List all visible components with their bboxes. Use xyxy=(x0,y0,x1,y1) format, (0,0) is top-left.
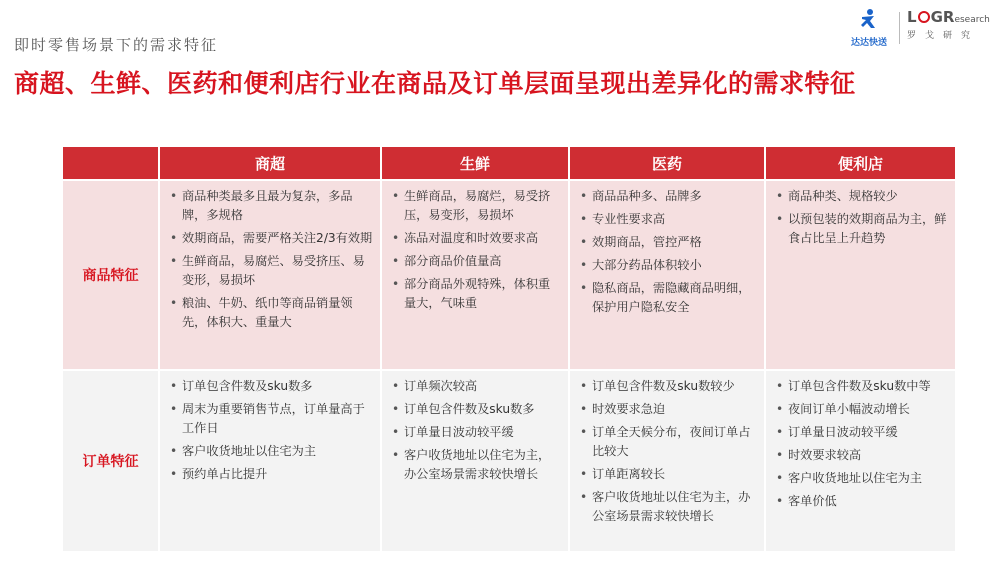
logo-divider xyxy=(899,12,900,44)
list-item: • 订单包含件数及sku数多 xyxy=(166,377,374,396)
comparison-table xyxy=(61,145,957,553)
cell-order-pharmacy xyxy=(570,371,764,551)
cell-order-convenience xyxy=(766,371,955,551)
row-header-product: 商品特征 xyxy=(63,181,158,369)
cell-product-supermarket xyxy=(160,181,380,369)
cell-order-supermarket xyxy=(160,371,380,551)
list-item: • 周末为重要销售节点，订单量高于工作日 xyxy=(166,400,374,438)
dada-runner-icon xyxy=(858,8,880,30)
logr-research-text: esearch xyxy=(954,15,990,25)
list-item: • 客户收货地址以住宅为主 xyxy=(772,469,949,488)
cell-product-pharmacy xyxy=(570,181,764,369)
list-item: • 专业性要求高 xyxy=(576,210,758,229)
list-item: • 效期商品，需要严格关注2/3有效期 xyxy=(166,229,374,248)
list-item: • 客户收货地址以住宅为主，办公室场景需求较快增长 xyxy=(576,488,758,526)
list-item: • 客单价低 xyxy=(772,492,949,511)
list-item: • 以预包装的效期商品为主，鲜食占比呈上升趋势 xyxy=(772,210,949,248)
list-item: • 预约单占比提升 xyxy=(166,465,374,484)
column-header-supermarket: 商超 xyxy=(160,147,380,179)
list-item: • 生鲜商品，易腐烂，易受挤压，易变形，易损坏 xyxy=(388,187,562,225)
logr-chinese-name: 罗戈研究 xyxy=(907,31,980,41)
list-item: • 订单全天候分布，夜间订单占比较大 xyxy=(576,423,758,461)
logr-logo xyxy=(907,8,997,41)
list-item: • 订单包含件数及sku数多 xyxy=(388,400,562,419)
list-item: • 订单频次较高 xyxy=(388,377,562,396)
list-item: • 夜间订单小幅波动增长 xyxy=(772,400,949,419)
dada-logo xyxy=(845,8,893,48)
logr-o-ring-icon xyxy=(918,11,930,23)
list-item: • 商品种类最多且最为复杂，多品牌，多规格 xyxy=(166,187,374,225)
column-header-convenience: 便利店 xyxy=(766,147,955,179)
list-item: • 商品种类、规格较少 xyxy=(772,187,949,206)
page-title: 商超、生鲜、医药和便利店行业在商品及订单层面呈现出差异化的需求特征 xyxy=(14,69,856,98)
column-header-fresh: 生鲜 xyxy=(382,147,568,179)
list-item: • 部分商品外观特殊，体积重量大，气味重 xyxy=(388,275,562,313)
list-item: • 时效要求较高 xyxy=(772,446,949,465)
list-item: • 订单包含件数及sku数较少 xyxy=(576,377,758,396)
list-item: • 隐私商品，需隐藏商品明细，保护用户隐私安全 xyxy=(576,279,758,317)
column-header-pharmacy: 医药 xyxy=(570,147,764,179)
row-header-order: 订单特征 xyxy=(63,371,158,551)
logr-letters-gr: GR xyxy=(930,8,955,26)
table-header-row xyxy=(63,147,955,179)
page-subtitle: 即时零售场景下的需求特征 xyxy=(14,36,219,54)
logr-wordmark xyxy=(907,8,997,26)
table-row-product xyxy=(63,181,955,369)
logo-group xyxy=(845,8,995,48)
list-item: • 粮油、牛奶、纸巾等商品销量领先，体积大、重量大 xyxy=(166,294,374,332)
cell-order-fresh xyxy=(382,371,568,551)
list-item: • 客户收货地址以住宅为主，办公室场景需求较快增长 xyxy=(388,446,562,484)
list-item: • 大部分药品体积较小 xyxy=(576,256,758,275)
list-item: • 生鲜商品，易腐烂、易受挤压、易变形，易损坏 xyxy=(166,252,374,290)
dada-logo-text: 达达快送 xyxy=(850,38,887,48)
list-item: • 效期商品，管控严格 xyxy=(576,233,758,252)
table-row-order xyxy=(63,371,955,551)
list-item: • 订单包含件数及sku数中等 xyxy=(772,377,949,396)
cell-product-fresh xyxy=(382,181,568,369)
logr-letter-l: L xyxy=(907,8,917,26)
list-item: • 订单量日波动较平缓 xyxy=(388,423,562,442)
list-item: • 商品品种多、品牌多 xyxy=(576,187,758,206)
list-item: • 订单量日波动较平缓 xyxy=(772,423,949,442)
list-item: • 时效要求急迫 xyxy=(576,400,758,419)
list-item: • 部分商品价值量高 xyxy=(388,252,562,271)
table-header-corner xyxy=(63,147,158,179)
list-item: • 冻品对温度和时效要求高 xyxy=(388,229,562,248)
cell-product-convenience xyxy=(766,181,955,369)
list-item: • 订单距离较长 xyxy=(576,465,758,484)
list-item: • 客户收货地址以住宅为主 xyxy=(166,442,374,461)
